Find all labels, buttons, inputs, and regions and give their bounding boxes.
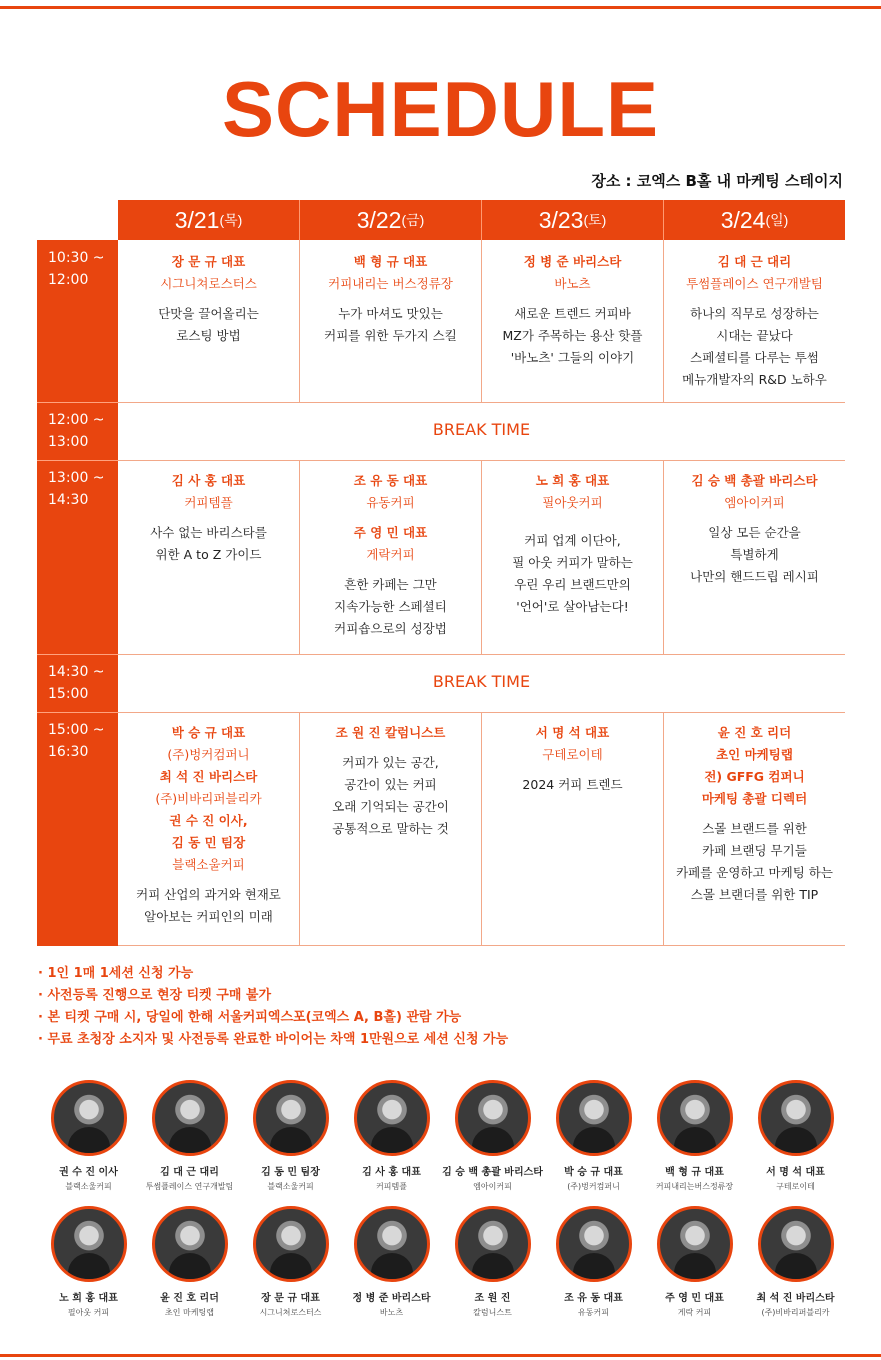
speaker-card bbox=[442, 1080, 543, 1192]
speaker-name: 박 승 규 대표 bbox=[171, 725, 246, 740]
row-divider bbox=[118, 945, 845, 946]
talk-title-line: 커피가 있는 공간, bbox=[342, 755, 439, 770]
time-slot-1: 10:30 ~ 12:00 bbox=[48, 250, 105, 288]
speaker-card-name: 주 영 민 대표 bbox=[665, 1293, 724, 1304]
speaker-card-name: 조 원 진 bbox=[474, 1293, 511, 1304]
speaker-card bbox=[38, 1206, 139, 1318]
speaker-photo bbox=[253, 1080, 329, 1156]
speaker-card-name: 노 희 홍 대표 bbox=[59, 1293, 118, 1304]
break-time-label: BREAK TIME bbox=[432, 672, 531, 691]
talk-title-line: 단맛을 끌어올리는 bbox=[158, 306, 259, 321]
speaker-photo bbox=[455, 1080, 531, 1156]
speaker-name: 조 유 동 대표 bbox=[353, 473, 428, 488]
speaker-card-name: 김 동 민 팀장 bbox=[261, 1167, 320, 1178]
speaker-card-org: 게락 커피 bbox=[677, 1308, 712, 1317]
speaker-card bbox=[442, 1206, 543, 1318]
speaker-photo bbox=[354, 1206, 430, 1282]
speaker-photo bbox=[253, 1206, 329, 1282]
speaker-photo bbox=[556, 1080, 632, 1156]
speaker-photo bbox=[152, 1080, 228, 1156]
break-time-label: BREAK TIME bbox=[432, 420, 531, 439]
talk-title-line: 스페셜티를 다루는 투썸 bbox=[690, 350, 819, 365]
time-divider bbox=[37, 460, 118, 461]
speaker-card-org: 칼럼니스트 bbox=[473, 1308, 512, 1317]
time-slot-4: 14:30 ~ 15:00 bbox=[48, 664, 105, 702]
talk-title-line: 메뉴개발자의 R&D 노하우 bbox=[682, 372, 827, 387]
time-slot-2: 12:00 ~ 13:00 bbox=[48, 412, 105, 450]
speaker-card-org: 블랙소울커피 bbox=[65, 1182, 112, 1191]
speaker-affiliation: 커피내리는 버스정류장 bbox=[328, 276, 453, 291]
speaker-name: 최 석 진 바리스타 bbox=[159, 769, 258, 784]
note-item: · 본 티켓 구매 시, 당일에 한해 서울커피엑스포(코엑스 A, B홀) 관람 가능 bbox=[38, 1010, 462, 1025]
speaker-card-org: 커피내리는버스정류장 bbox=[655, 1182, 734, 1191]
speaker-card bbox=[543, 1206, 644, 1318]
speaker-name: 김 사 홍 대표 bbox=[171, 473, 246, 488]
talk-title-line: 필 아웃 커피가 말하는 bbox=[512, 555, 633, 570]
talk-title-line: 커피숍으로의 성장법 bbox=[334, 621, 447, 636]
speaker-name: 윤 진 호 리더 bbox=[717, 725, 792, 740]
speaker-card bbox=[139, 1206, 240, 1318]
speaker-photo bbox=[354, 1080, 430, 1156]
speaker-card-org: 구테로이테 bbox=[776, 1182, 815, 1191]
talk-title-line: 위한 A to Z 가이드 bbox=[155, 547, 262, 562]
speaker-card-name: 최 석 진 바리스타 bbox=[756, 1293, 835, 1304]
speaker-card-name: 김 대 근 대리 bbox=[160, 1167, 219, 1178]
talk-title-line: 우린 우리 브랜드만의 bbox=[514, 577, 631, 592]
talk-title-line: 커피 업계 이단아, bbox=[524, 533, 621, 548]
time-column bbox=[37, 240, 118, 946]
speaker-affiliation: 바노츠 bbox=[554, 276, 591, 291]
session-cell bbox=[482, 470, 663, 618]
speaker-affiliation: 필아웃커피 bbox=[542, 495, 603, 510]
speaker-affiliation: 마케팅 총괄 디렉터 bbox=[701, 791, 808, 806]
talk-title-line: 2024 커피 트렌드 bbox=[522, 777, 623, 792]
speaker-card bbox=[543, 1080, 644, 1192]
speaker-affiliation: 블랙소울커피 bbox=[172, 857, 245, 872]
speaker-affiliation: 전) GFFG 컴퍼니 bbox=[704, 769, 805, 784]
speaker-card-org: 엠아이커피 bbox=[473, 1182, 512, 1191]
speaker-card-name: 장 문 규 대표 bbox=[261, 1293, 320, 1304]
speaker-affiliation: 구테로이테 bbox=[542, 747, 603, 762]
speaker-card-org: 블랙소울커피 bbox=[267, 1182, 314, 1191]
talk-title-line: 카페를 운영하고 마케팅 하는 bbox=[676, 865, 833, 880]
speaker-affiliation: (주)비바리퍼블리카 bbox=[155, 791, 262, 806]
speaker-affiliation: (주)벙커컴퍼니 bbox=[167, 747, 250, 762]
talk-title-line: 일상 모든 순간을 bbox=[708, 525, 801, 540]
talk-title-line: 시대는 끝났다 bbox=[716, 328, 793, 343]
speaker-name: 조 원 진 칼럼니스트 bbox=[335, 725, 446, 740]
session-cell bbox=[118, 251, 299, 347]
speaker-card-name: 박 승 규 대표 bbox=[564, 1167, 623, 1178]
speaker-card-org: 시그니쳐로스터스 bbox=[259, 1308, 322, 1317]
speaker-card bbox=[644, 1080, 745, 1192]
speaker-name: 정 병 준 바리스타 bbox=[523, 254, 622, 269]
talk-title-line: 오래 기억되는 공간이 bbox=[332, 799, 449, 814]
day-header-row bbox=[118, 200, 845, 240]
time-divider bbox=[37, 402, 118, 403]
speaker-affiliation: 커피템플 bbox=[184, 495, 233, 510]
session-cell bbox=[300, 722, 481, 840]
speaker-card bbox=[341, 1206, 442, 1318]
speaker-photo bbox=[758, 1206, 834, 1282]
talk-title-line: 새로운 트렌드 커피바 bbox=[514, 306, 631, 321]
time-divider bbox=[37, 712, 118, 713]
speaker-name: 권 수 진 이사, bbox=[169, 813, 248, 828]
session-cell bbox=[300, 251, 481, 347]
speaker-card-name: 윤 진 호 리더 bbox=[160, 1293, 219, 1304]
speaker-card bbox=[139, 1080, 240, 1192]
day-header-3: 3/23 (토) bbox=[482, 200, 664, 240]
row-divider bbox=[118, 402, 845, 403]
talk-title-line: 하나의 직무로 성장하는 bbox=[690, 306, 819, 321]
speaker-card-org: 커피템플 bbox=[376, 1182, 407, 1191]
session-cell bbox=[118, 470, 299, 566]
time-slot-5: 15:00 ~ 16:30 bbox=[48, 722, 105, 760]
speaker-card bbox=[240, 1206, 341, 1318]
session-cell bbox=[300, 470, 481, 640]
talk-title-line: '언어'로 살아남는다! bbox=[516, 599, 629, 614]
venue-label: 장소 : 코엑스 B홀 내 마케팅 스테이지 bbox=[591, 172, 843, 190]
speaker-photo bbox=[758, 1080, 834, 1156]
speaker-name: 서 명 석 대표 bbox=[535, 725, 610, 740]
speaker-card bbox=[745, 1080, 846, 1192]
top-accent-bar bbox=[0, 6, 881, 9]
day-header-1: 3/21 (목) bbox=[118, 200, 300, 240]
talk-title-line: 커피 산업의 과거와 현재로 bbox=[136, 887, 281, 902]
speaker-name: 김 승 백 총괄 바리스타 bbox=[691, 473, 818, 488]
speaker-card-name: 정 병 준 바리스타 bbox=[352, 1293, 431, 1304]
talk-title-line: 공통적으로 말하는 것 bbox=[332, 821, 449, 836]
note-item: · 무료 초청장 소지자 및 사전등록 완료한 바이어는 차액 1만원으로 세션 신청 가능 bbox=[38, 1032, 509, 1047]
speaker-affiliation: 엠아이커피 bbox=[724, 495, 785, 510]
talk-title-line: 스몰 브랜드를 위한 bbox=[702, 821, 807, 836]
talk-title-line: 지속가능한 스페셜티 bbox=[334, 599, 447, 614]
session-cell bbox=[482, 722, 663, 796]
session-cell bbox=[118, 722, 299, 928]
speaker-affiliation: 초인 마케팅랩 bbox=[716, 747, 793, 762]
talk-title-line: 공간이 있는 커피 bbox=[344, 777, 437, 792]
speaker-affiliation: 유동커피 bbox=[366, 495, 415, 510]
talk-title-line: 로스팅 방법 bbox=[176, 328, 241, 343]
note-item: · 1인 1매 1세션 신청 가능 bbox=[38, 966, 194, 981]
speaker-card-org: 필아웃 커피 bbox=[67, 1308, 110, 1317]
time-slot-3: 13:00 ~ 14:30 bbox=[48, 470, 105, 508]
session-cell bbox=[664, 722, 845, 906]
speaker-photo bbox=[556, 1206, 632, 1282]
speaker-card bbox=[745, 1206, 846, 1318]
page-title: SCHEDULE bbox=[221, 65, 660, 153]
session-cell bbox=[482, 251, 663, 369]
speaker-card-name: 권 수 진 이사 bbox=[59, 1167, 118, 1178]
talk-title-line: 흔한 카페는 그만 bbox=[344, 577, 437, 592]
speaker-name: 김 동 민 팀장 bbox=[171, 835, 246, 850]
speaker-card-name: 김 승 백 총괄 바리스타 bbox=[442, 1167, 543, 1178]
speaker-card-name: 조 유 동 대표 bbox=[564, 1293, 623, 1304]
talk-title-line: 누가 마셔도 맛있는 bbox=[338, 306, 443, 321]
speaker-card-org: 유동커피 bbox=[578, 1308, 609, 1317]
speaker-name: 노 희 홍 대표 bbox=[535, 473, 610, 488]
speaker-affiliation: 투썸플레이스 연구개발팀 bbox=[686, 276, 823, 291]
talk-title-line: 알아보는 커피인의 미래 bbox=[144, 909, 273, 924]
speaker-name: 백 형 규 대표 bbox=[353, 254, 428, 269]
speaker-affiliation: 시그니쳐로스터스 bbox=[160, 276, 257, 291]
talk-title-line: '바노츠' 그들의 이야기 bbox=[510, 350, 635, 365]
speaker-card bbox=[38, 1080, 139, 1192]
speaker-card-org: 바노츠 bbox=[379, 1308, 404, 1317]
talk-title-line: 특별하게 bbox=[730, 547, 779, 562]
speaker-photo bbox=[657, 1206, 733, 1282]
speaker-card bbox=[240, 1080, 341, 1192]
talk-title-line: 커피를 위한 두가지 스킬 bbox=[324, 328, 457, 343]
speaker-card bbox=[644, 1206, 745, 1318]
speaker-photo bbox=[51, 1206, 127, 1282]
day-header-4: 3/24 (일) bbox=[720, 206, 789, 233]
session-cell bbox=[664, 251, 845, 391]
talk-title-line: 사수 없는 바리스타를 bbox=[150, 525, 267, 540]
day-header-2: 3/22 (금) bbox=[300, 200, 482, 240]
speaker-card bbox=[341, 1080, 442, 1192]
talk-title-line: 스몰 브랜더를 위한 TIP bbox=[690, 887, 819, 902]
speaker-card-org: (주)벙커컴퍼니 bbox=[567, 1182, 620, 1191]
speaker-photo bbox=[152, 1206, 228, 1282]
speaker-card-name: 김 사 홍 대표 bbox=[362, 1167, 421, 1178]
speaker-affiliation: 게락커피 bbox=[366, 547, 415, 562]
speaker-card-org: 투썸플레이스 연구개발팀 bbox=[145, 1182, 234, 1191]
talk-title-line: 나만의 핸드드립 레시피 bbox=[690, 569, 819, 584]
speaker-card-name: 서 명 석 대표 bbox=[766, 1167, 825, 1178]
talk-title-line: MZ가 주목하는 용산 핫플 bbox=[502, 328, 643, 343]
speaker-photo bbox=[455, 1206, 531, 1282]
speaker-name: 김 대 근 대리 bbox=[717, 254, 792, 269]
speaker-name: 주 영 민 대표 bbox=[353, 525, 428, 540]
speaker-card-org: 초인 마케팅랩 bbox=[165, 1308, 214, 1317]
speaker-name: 장 문 규 대표 bbox=[171, 254, 246, 269]
session-cell bbox=[664, 470, 845, 588]
speaker-card-org: (주)비바리퍼블리카 bbox=[761, 1308, 830, 1317]
notes-list bbox=[38, 963, 508, 1051]
speaker-photo bbox=[657, 1080, 733, 1156]
note-item: · 사전등록 진행으로 현장 티켓 구매 불가 bbox=[38, 988, 272, 1003]
bottom-accent-bar bbox=[0, 1354, 881, 1357]
speaker-card-name: 백 형 규 대표 bbox=[665, 1167, 724, 1178]
talk-title-line: 카페 브랜딩 무기들 bbox=[702, 843, 807, 858]
time-divider bbox=[37, 654, 118, 655]
speaker-photo bbox=[51, 1080, 127, 1156]
row-divider bbox=[118, 654, 845, 655]
